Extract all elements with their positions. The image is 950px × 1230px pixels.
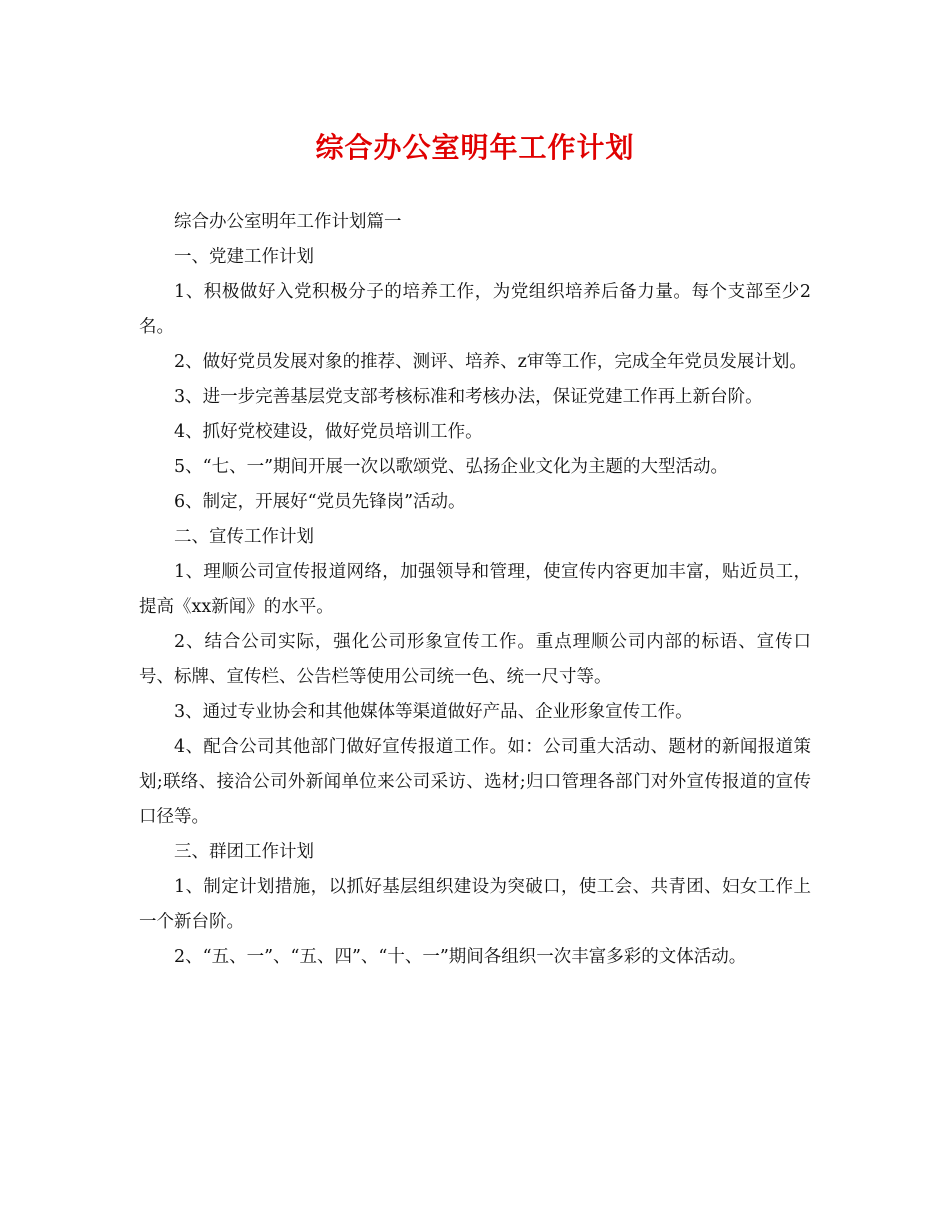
section-heading-publicity: 二、宣传工作计划 xyxy=(174,527,314,547)
paragraph: 2、“五、一”、“五、四”、“十、一”期间各组织一次丰富多彩的文体活动。 xyxy=(174,947,747,967)
paragraph: 1、积极做好入党积极分子的培养工作，为党组织培养后备力量。每个支部至少2名。 xyxy=(139,282,811,337)
paragraph: 2、做好党员发展对象的推荐、测评、培养、z审等工作，完成全年党员发展计划。 xyxy=(174,352,807,372)
paragraph: 4、配合公司其他部门做好宣传报道工作。如：公司重大活动、题材的新闻报道策划;联络、接洽公司外新闻单位来公司采访、选材;归口管理各部门对外宣传报道的宣传口径等。 xyxy=(139,737,811,827)
paragraph: 1、理顺公司宣传报道网络，加强领导和管理，使宣传内容更加丰富，贴近员工，提高《xx新闻》的水平。 xyxy=(139,562,811,617)
paragraph: 3、通过专业协会和其他媒体等渠道做好产品、企业形象宣传工作。 xyxy=(174,702,693,722)
paragraph: 2、结合公司实际，强化公司形象宣传工作。重点理顺公司内部的标语、宣传口号、标牌、宣传栏、公告栏等使用公司统一色、统一尺寸等。 xyxy=(139,632,811,687)
paragraph: 4、抓好党校建设，做好党员培训工作。 xyxy=(174,422,483,442)
paragraph: 3、进一步完善基层党支部考核标准和考核办法，保证党建工作再上新台阶。 xyxy=(174,387,763,407)
paragraph: 1、制定计划措施，以抓好基层组织建设为突破口，使工会、共青团、妇女工作上一个新台阶。 xyxy=(139,877,811,932)
paragraph: 6、制定，开展好“党员先锋岗”活动。 xyxy=(174,492,466,512)
section-heading-mass-organizations: 三、群团工作计划 xyxy=(174,842,314,862)
subtitle-paragraph: 综合办公室明年工作计划篇一 xyxy=(174,212,402,232)
document-body xyxy=(139,205,811,975)
paragraph: 5、“七、一”期间开展一次以歌颂党、弘扬企业文化为主题的大型活动。 xyxy=(174,457,729,477)
document-title: 综合办公室明年工作计划 xyxy=(315,131,635,164)
section-heading-party-building: 一、党建工作计划 xyxy=(174,247,314,267)
